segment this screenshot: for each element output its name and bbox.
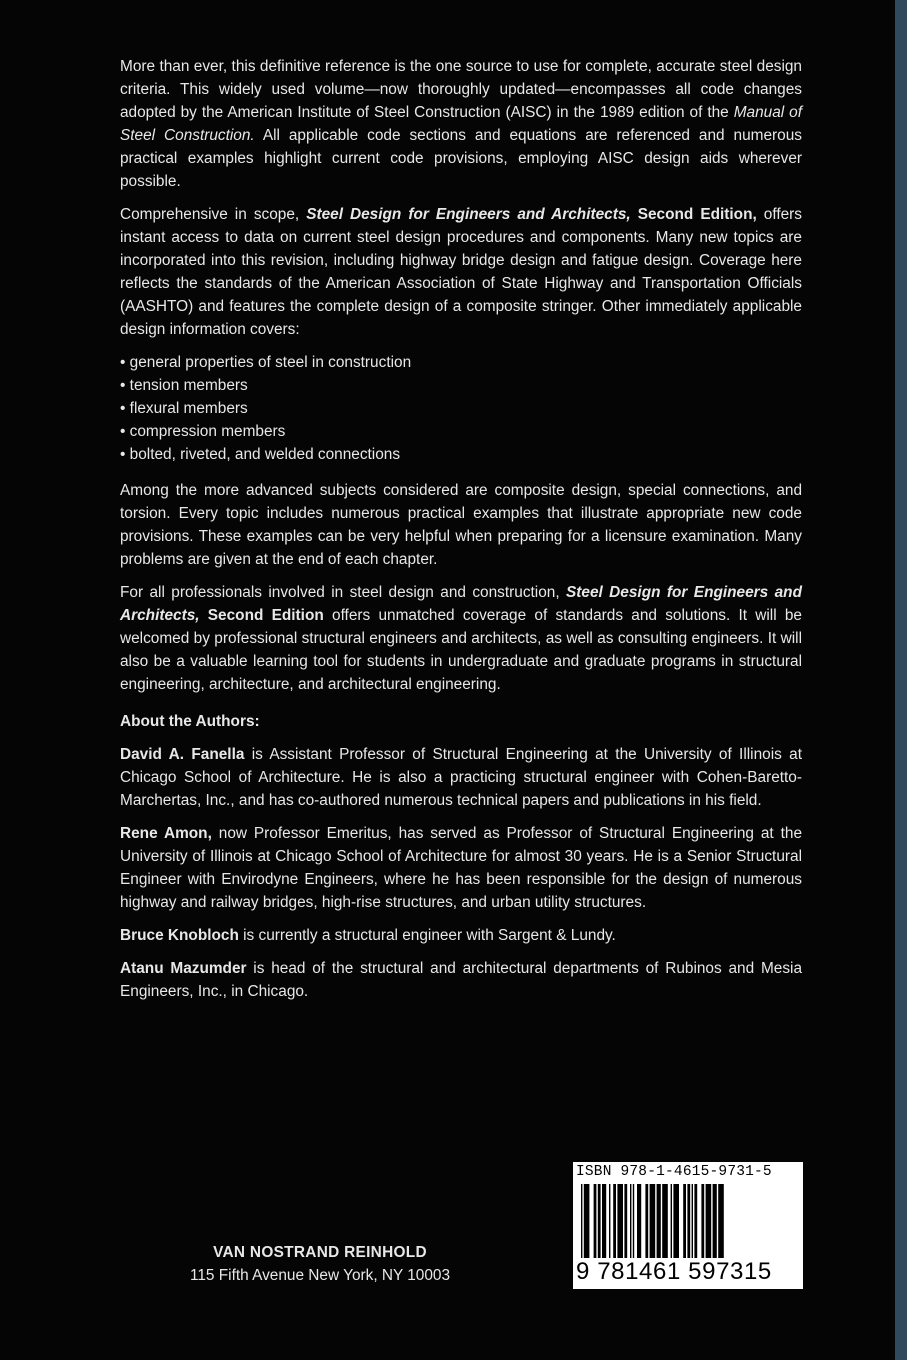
barcode-bar [581, 1184, 582, 1258]
barcode-bar [692, 1184, 693, 1258]
barcode-bar [671, 1184, 672, 1258]
barcode-bar [584, 1184, 590, 1258]
barcode-bar [613, 1184, 616, 1258]
barcode-bar [594, 1184, 597, 1258]
back-cover-text [120, 55, 802, 1013]
barcode-bar [645, 1184, 648, 1258]
book-edition: Second Edition, [630, 206, 757, 223]
barcode-bar [598, 1184, 601, 1258]
list-item: • general properties of steel in construction [120, 354, 412, 371]
spine-edge-strip [895, 0, 907, 1360]
paragraph-scope: Comprehensive in scope, Steel Design for Engineers and Architects, Second Edition, offers instant access to data on current steel design procedures and components. Many new topics are incorporated into this revision, including highway bridge design and fatigue design. Coverage here reflects the standards of the American Association of State Highway and Transportation Officials (AASHTO) and features the complete design of a composite stringer. Other immediately applicable design information covers: [120, 206, 802, 338]
barcode-bar [602, 1184, 606, 1258]
book-title: Steel Design for Engineers and Architects, [306, 206, 631, 223]
barcode-bar [683, 1184, 686, 1258]
paragraph-intro: More than ever, this definitive reference is the one source to use for complete, accurate steel design criteria. This widely used volume—now thoroughly updated—encompasses all code changes adopted by the American Institute of Steel Construction (AISC) in the 1989 edition of the Manual of Steel Construction. All applicable code sections and equations are referenced and numerous practical examples highlight current code provisions, employing AISC design aids wherever possible. [120, 58, 802, 190]
author-name: David A. Fanella [120, 746, 245, 763]
barcode-bar [713, 1184, 717, 1258]
publisher-block [175, 1241, 465, 1287]
manual-title: Manual of Steel Construction. [120, 104, 802, 144]
author-bio: Bruce Knobloch is currently a structural engineer with Sargent & Lundy. [120, 927, 616, 944]
author-name: Rene Amon, [120, 825, 212, 842]
ean-digits: 9 781461 597315 [576, 1258, 772, 1285]
author-bio: Rene Amon, now Professor Emeritus, has served as Professor of Structural Engineering at the University of Illinois at Chicago School of Architecture for almost 30 years. He is a Senior Structural Engineer with Envirodyne Engineers, where he has been responsible for the design of numerous highway and railway bridges, high-rise structures, and urban utility structures. [120, 825, 803, 911]
barcode-bars [579, 1184, 797, 1258]
authors-heading: About the Authors: [120, 713, 260, 730]
barcode-bar [657, 1184, 661, 1258]
barcode-bar [718, 1184, 724, 1258]
barcode-bar [706, 1184, 712, 1258]
barcode-bar [662, 1184, 668, 1258]
author-bio: Atanu Mazumder is head of the structural and architectural departments of Rubinos and Mesia Engineers, Inc., in Chicago. [120, 960, 802, 1000]
barcode-bar [701, 1184, 704, 1258]
barcode-bar [687, 1184, 690, 1258]
barcode-bar [633, 1184, 634, 1258]
author-bio: David A. Fanella is Assistant Professor of Structural Engineering at the University of Illinois at Chicago School of Architecture. He is also a practicing structural engineer with Cohen-Baretto-Marchertas, Inc., and has co-authored numerous technical papers and publications in his field. [120, 746, 802, 809]
publisher-name: VAN NOSTRAND REINHOLD [213, 1244, 427, 1261]
list-item: • compression members [120, 423, 286, 440]
list-item: • flexural members [120, 400, 248, 417]
barcode-bar [630, 1184, 631, 1258]
author-name: Atanu Mazumder [120, 960, 247, 977]
book-title: Steel Design for Engineers and Architects, [120, 584, 802, 624]
isbn-barcode [573, 1162, 803, 1289]
barcode-bar [617, 1184, 623, 1258]
barcode-bar [624, 1184, 627, 1258]
paragraph-audience: For all professionals involved in steel design and construction, Steel Design for Engineers and Architects, Second Edition offers unmatched coverage of standards and solutions. It will be welcomed by professional structural engineers and architects, as well as consulting engineers. It will also be a valuable learning tool for students in undergraduate and graduate programs in structural engineering, architecture, and architectural engineering. [120, 584, 802, 693]
list-item: • tension members [120, 377, 248, 394]
paragraph-advanced: Among the more advanced subjects considered are composite design, special connections, and torsion. Every topic includes numerous practical examples that illustrate appropriate new code provisions. These examples can be very helpful when preparing for a licensure examination. Many problems are given at the end of each chapter. [120, 482, 802, 568]
publisher-address: 115 Fifth Avenue New York, NY 10003 [189, 1267, 451, 1284]
author-name: Bruce Knobloch [120, 927, 239, 944]
barcode-bar [637, 1184, 641, 1258]
barcode-bar [673, 1184, 679, 1258]
topics-list [120, 351, 802, 466]
barcode-bar [650, 1184, 656, 1258]
isbn-label: ISBN 978-1-4615-9731-5 [576, 1164, 772, 1180]
list-item: • bolted, riveted, and welded connections [120, 446, 401, 463]
book-edition: Second Edition [199, 607, 324, 624]
barcode-bar [609, 1184, 610, 1258]
barcode-bar [694, 1184, 697, 1258]
